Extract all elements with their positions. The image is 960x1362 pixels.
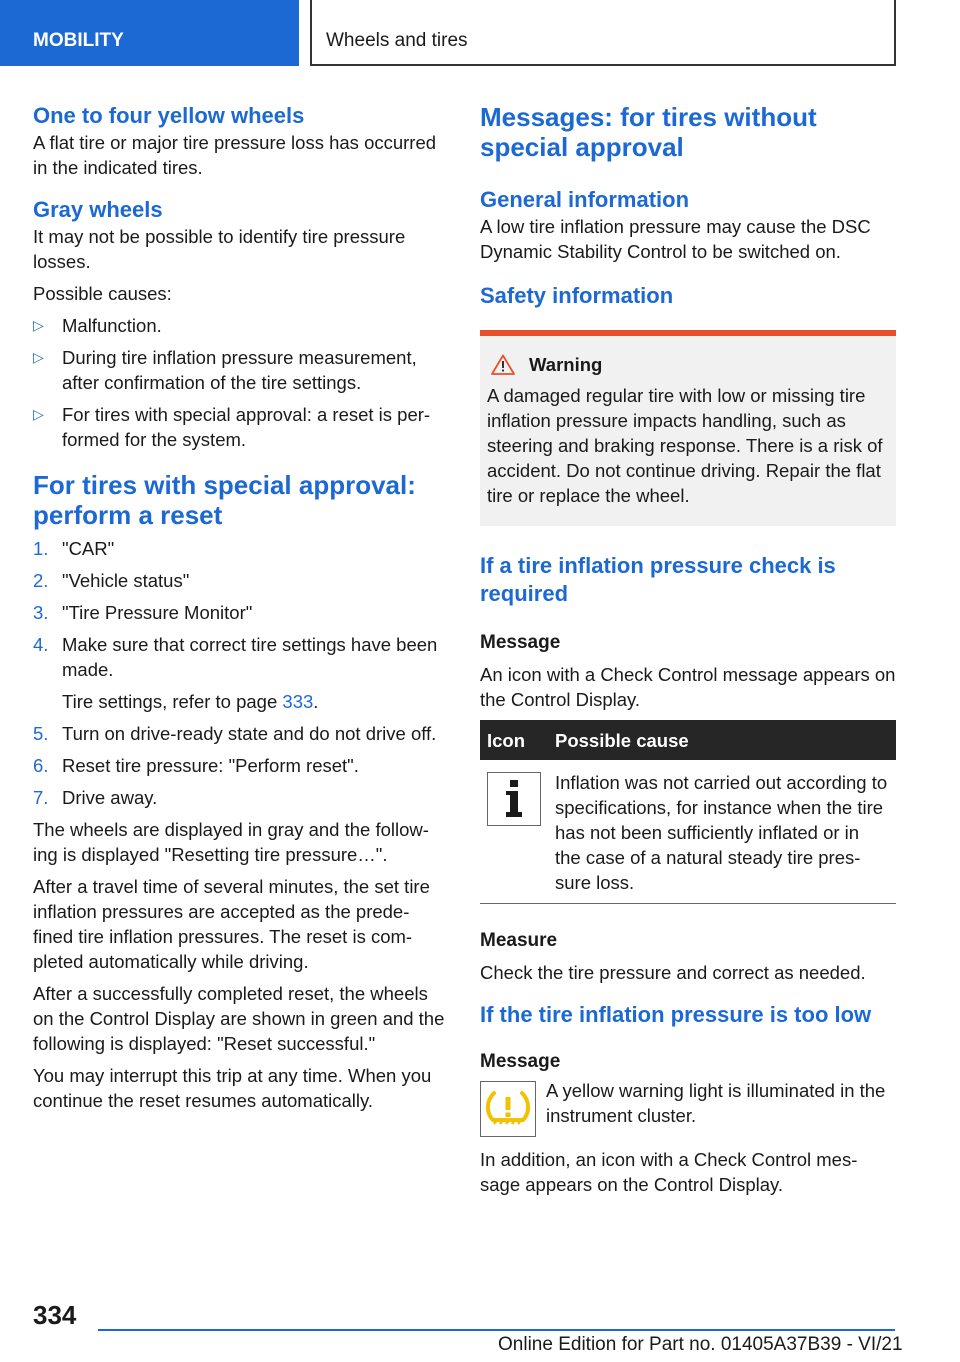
list-item: ▷ For tires with special approval: a reset is per‐formed for the system.: [33, 404, 431, 450]
measure-label: Measure: [480, 930, 558, 951]
reset-steps: [33, 536, 447, 810]
warning-box: [480, 330, 896, 526]
page-reference: Tire settings, refer to page 333.: [62, 691, 319, 712]
triangle-bullet-icon: ▷: [33, 349, 44, 365]
reset-info-paragraph: You may interrupt this trip at any time. When you continue the reset resumes automatically.: [33, 1065, 432, 1111]
column-header-icon: Icon: [480, 720, 548, 760]
section-tab[interactable]: MOBILITY: [0, 0, 299, 66]
possible-causes-label: Possible causes:: [33, 283, 172, 304]
warning-text: A damaged regular tire with low or missing tire inflation pressure impacts handling, such as steering and braking response. There is a risk of accident. Do not continue driving. Repair the flat tire or replace the wheel.: [487, 385, 883, 506]
heading-safety-info: Safety information: [480, 283, 674, 308]
triangle-bullet-icon: ▷: [33, 406, 44, 422]
yellow-wheels-text: A flat tire or major tire pressure loss has occurred in the indicated tires.: [33, 132, 437, 178]
page-number: 334: [33, 1300, 77, 1330]
measure-text: Check the tire pressure and correct as needed.: [480, 962, 866, 983]
page-link[interactable]: 333: [282, 691, 314, 712]
chapter-title: Wheels and tires: [310, 0, 896, 66]
message-label: Message: [480, 632, 561, 653]
gray-wheels-text: It may not be possible to identify tire pressure losses.: [33, 226, 406, 272]
general-info-text: A low tire inflation pressure may cause the DSC Dynamic Stability Control to be switched on.: [480, 216, 871, 262]
footer-divider: [98, 1329, 895, 1331]
list-item: ▷ Malfunction.: [33, 315, 162, 336]
causes-list: [33, 313, 447, 452]
heading-yellow-wheels: One to four yellow wheels: [33, 103, 305, 128]
list-item: 4. Make sure that correct tire settings have been made. Tire settings, refer to page 333.: [33, 632, 447, 714]
reset-info-paragraph: After a successfully completed reset, the wheels on the Control Display are shown in green and the following is displayed: "Reset successful.": [33, 983, 445, 1054]
table-row: [480, 760, 896, 904]
message-label: Message: [480, 1051, 561, 1072]
info-icon: [487, 772, 541, 826]
warning-light-row: [480, 1078, 896, 1137]
tire-pressure-warning-light-icon: [480, 1081, 536, 1137]
warning-header: [487, 352, 889, 377]
table-header-row: [480, 720, 896, 760]
heading-perform-reset: For tires with special approval: perform a reset: [33, 470, 416, 530]
heading-check-required: If a tire inflation pressure check is required: [480, 553, 836, 606]
list-item: 5. Turn on drive-ready state and do not drive off.: [33, 723, 437, 744]
list-item: 1. "CAR": [33, 538, 115, 559]
column-header-cause: Possible cause: [548, 720, 896, 760]
left-column: [33, 102, 447, 1120]
table-cell-icon: [480, 760, 548, 904]
heading-pressure-too-low: If the tire inflation pressure is too low: [480, 1002, 872, 1027]
right-column: [480, 102, 896, 1204]
heading-gray-wheels: Gray wheels: [33, 197, 163, 222]
addition-text: In addition, an icon with a Check Control mes‐sage appears on the Control Display.: [480, 1149, 858, 1195]
list-item: 3. "Tire Pressure Monitor": [33, 602, 253, 623]
icon-cause-table: [480, 720, 896, 904]
warning-light-text: A yellow warning light is illuminated in the instrument cluster.: [546, 1080, 886, 1126]
list-item: 6. Reset tire pressure: "Perform reset".: [33, 755, 359, 776]
list-item: 2. "Vehicle status": [33, 570, 190, 591]
table-cell-cause: Inflation was not carried out according to specifications, for instance when the tire has not been sufficiently inflated or in the case of a natural steady tire pres‐sure loss.: [548, 760, 896, 904]
heading-general-info: General information: [480, 187, 690, 212]
message-text: An icon with a Check Control message appears on the Control Display.: [480, 664, 896, 710]
heading-messages: Messages: for tires without special approval: [480, 102, 817, 162]
list-item: 7. Drive away.: [33, 787, 158, 808]
page-header: [0, 0, 960, 66]
reset-info-paragraph: After a travel time of several minutes, the set tire inflation pressures are accepted as the prede‐fined tire inflation pressures. The reset is com‐pleted automatically while driving.: [33, 876, 430, 972]
reset-info-paragraph: The wheels are displayed in gray and the follow‐ing is displayed "Resetting tire pressure…".: [33, 819, 429, 865]
warning-label: Warning: [529, 354, 603, 375]
warning-triangle-icon: [491, 354, 515, 375]
edition-note: Online Edition for Part no. 01405A37B39 - VI/21: [498, 1334, 903, 1355]
list-item: ▷ During tire inflation pressure measurement, after confirmation of the tire settings.: [33, 347, 417, 393]
triangle-bullet-icon: ▷: [33, 317, 44, 333]
